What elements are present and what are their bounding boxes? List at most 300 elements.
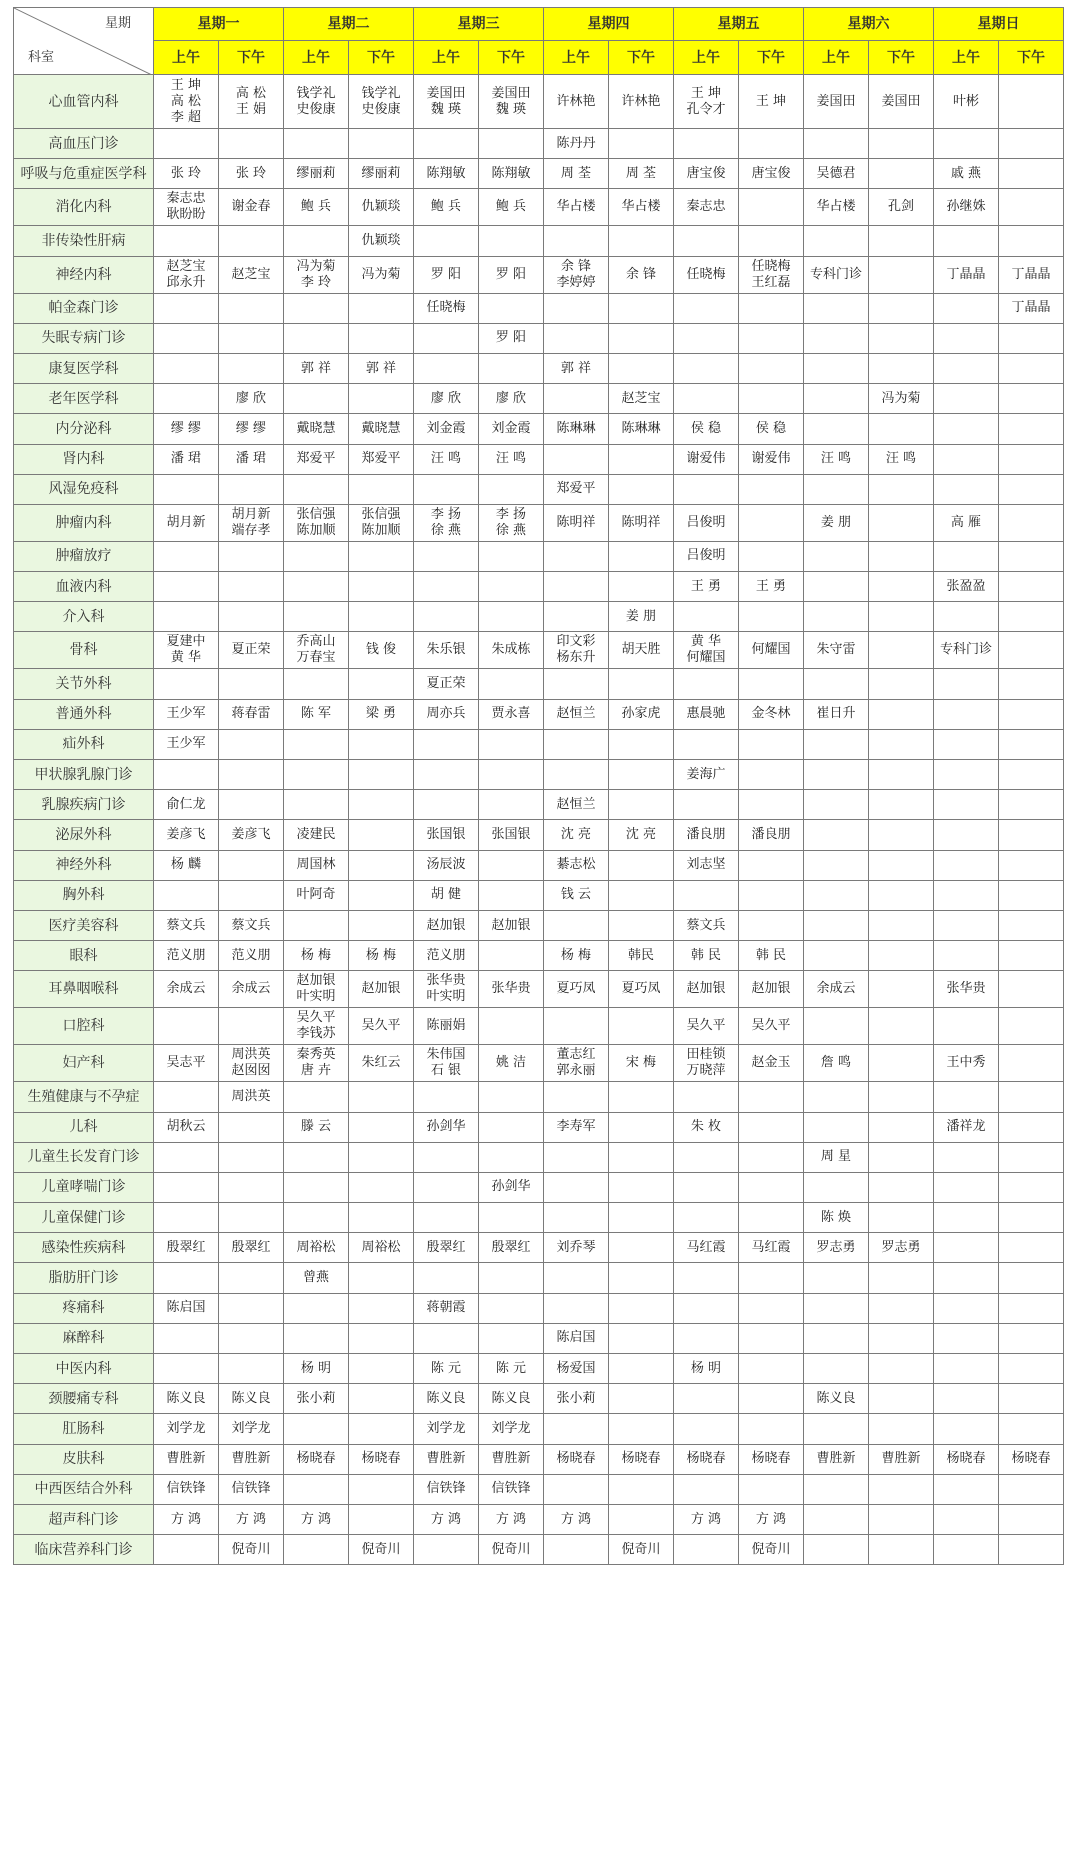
- day-header: 星期五: [674, 8, 804, 41]
- doctor-cell: 高 雁: [934, 504, 999, 541]
- doctor-cell: [414, 572, 479, 602]
- table-row: [14, 189, 1064, 226]
- doctor-cell: 倪奇川: [479, 1535, 544, 1565]
- table-row: [14, 474, 1064, 504]
- doctor-cell: [999, 1112, 1064, 1142]
- doctor-cell: [804, 1354, 869, 1384]
- doctor-cell: [349, 790, 414, 820]
- doctor-cell: 陈义良: [219, 1384, 284, 1414]
- doctor-cell: 吴志平: [154, 1045, 219, 1082]
- doctor-cell: [999, 941, 1064, 971]
- doctor-cell: 杨 明: [674, 1354, 739, 1384]
- doctor-cell: [544, 1474, 609, 1504]
- doctor-cell: [219, 474, 284, 504]
- doctor-cell: [219, 129, 284, 159]
- doctor-cell: [609, 1384, 674, 1414]
- doctor-cell: [934, 910, 999, 940]
- department-name: 临床营养科门诊: [14, 1535, 154, 1565]
- doctor-cell: 汤辰波: [414, 850, 479, 880]
- table-row: [14, 699, 1064, 729]
- doctor-cell: [219, 1112, 284, 1142]
- doctor-cell: [739, 129, 804, 159]
- doctor-cell: 丁晶晶: [934, 256, 999, 293]
- table-row: [14, 1504, 1064, 1534]
- doctor-cell: [479, 602, 544, 632]
- doctor-cell: [804, 129, 869, 159]
- doctor-cell: 沈 亮: [544, 820, 609, 850]
- doctor-cell: [674, 1414, 739, 1444]
- doctor-cell: [999, 504, 1064, 541]
- table-row: [14, 75, 1064, 129]
- doctor-cell: [414, 323, 479, 353]
- doctor-cell: [219, 1354, 284, 1384]
- table-row: [14, 632, 1064, 669]
- doctor-cell: 曹胜新: [804, 1444, 869, 1474]
- doctor-cell: [804, 1263, 869, 1293]
- day-header: 星期日: [934, 8, 1064, 41]
- doctor-cell: [869, 669, 934, 699]
- doctor-cell: [219, 1323, 284, 1353]
- doctor-cell: [349, 1474, 414, 1504]
- department-name: 生殖健康与不孕症: [14, 1082, 154, 1112]
- doctor-cell: [414, 1535, 479, 1565]
- doctor-cell: 潘 珺: [219, 444, 284, 474]
- doctor-cell: [739, 880, 804, 910]
- doctor-cell: [544, 910, 609, 940]
- doctor-cell: [869, 1474, 934, 1504]
- department-name: 儿童哮喘门诊: [14, 1172, 154, 1202]
- doctor-cell: 钱 云: [544, 880, 609, 910]
- doctor-cell: 余 锋: [609, 256, 674, 293]
- doctor-cell: [869, 1504, 934, 1534]
- table-row: [14, 1172, 1064, 1202]
- doctor-cell: [609, 1354, 674, 1384]
- doctor-cell: [479, 669, 544, 699]
- doctor-cell: 杨爱国: [544, 1354, 609, 1384]
- doctor-cell: 许林艳: [544, 75, 609, 129]
- doctor-cell: [804, 760, 869, 790]
- doctor-cell: 方 鸿: [739, 1504, 804, 1534]
- doctor-cell: 贾永喜: [479, 699, 544, 729]
- doctor-cell: [349, 669, 414, 699]
- doctor-cell: 田桂锁 万晓萍: [674, 1045, 739, 1082]
- department-name: 感染性疾病科: [14, 1233, 154, 1263]
- department-name: 颈腰痛专科: [14, 1384, 154, 1414]
- table-row: [14, 669, 1064, 699]
- doctor-cell: 凌建民: [284, 820, 349, 850]
- doctor-cell: 余 锋 李婷婷: [544, 256, 609, 293]
- doctor-cell: 任晓梅 王红磊: [739, 256, 804, 293]
- doctor-cell: [999, 1008, 1064, 1045]
- doctor-cell: 郑爱平: [284, 444, 349, 474]
- doctor-cell: [544, 1293, 609, 1323]
- doctor-cell: [869, 414, 934, 444]
- doctor-cell: [804, 474, 869, 504]
- table-row: [14, 1203, 1064, 1233]
- doctor-cell: [349, 474, 414, 504]
- doctor-cell: [349, 1203, 414, 1233]
- doctor-cell: 乔高山 万春宝: [284, 632, 349, 669]
- doctor-cell: 缪丽莉: [349, 159, 414, 189]
- table-row: [14, 760, 1064, 790]
- doctor-cell: 殷翠红: [479, 1233, 544, 1263]
- doctor-cell: [869, 572, 934, 602]
- doctor-cell: [154, 880, 219, 910]
- doctor-cell: [999, 1082, 1064, 1112]
- doctor-cell: 赵加银: [674, 971, 739, 1008]
- doctor-cell: 吴久平: [739, 1008, 804, 1045]
- doctor-cell: 信铁锋: [154, 1474, 219, 1504]
- doctor-cell: [999, 669, 1064, 699]
- doctor-cell: [804, 1082, 869, 1112]
- doctor-cell: [739, 1082, 804, 1112]
- corner-weekday-label: 星期: [104, 16, 131, 31]
- doctor-cell: [284, 226, 349, 256]
- doctor-cell: [219, 1008, 284, 1045]
- doctor-cell: [804, 602, 869, 632]
- doctor-cell: 汪 鸣: [479, 444, 544, 474]
- doctor-cell: 黄 华 何耀国: [674, 632, 739, 669]
- doctor-cell: 孙剑华: [479, 1172, 544, 1202]
- doctor-cell: 吴久平 李钱苏: [284, 1008, 349, 1045]
- doctor-cell: 杨 梅: [349, 941, 414, 971]
- doctor-cell: [739, 1354, 804, 1384]
- period-pm-header: 下午: [609, 41, 674, 75]
- doctor-cell: [154, 1142, 219, 1172]
- doctor-cell: [609, 850, 674, 880]
- department-name: 神经外科: [14, 850, 154, 880]
- doctor-cell: [934, 1082, 999, 1112]
- doctor-cell: [414, 760, 479, 790]
- table-row: [14, 572, 1064, 602]
- department-name: 医疗美容科: [14, 910, 154, 940]
- doctor-cell: [869, 850, 934, 880]
- doctor-cell: [609, 1474, 674, 1504]
- doctor-cell: 周 荃: [609, 159, 674, 189]
- doctor-cell: 刘金霞: [479, 414, 544, 444]
- doctor-cell: [934, 880, 999, 910]
- doctor-cell: [284, 384, 349, 414]
- doctor-cell: [869, 1142, 934, 1172]
- doctor-cell: 陈义良: [154, 1384, 219, 1414]
- doctor-cell: [544, 1008, 609, 1045]
- doctor-cell: [219, 729, 284, 759]
- doctor-cell: [869, 820, 934, 850]
- doctor-cell: 韩民: [609, 941, 674, 971]
- doctor-cell: 胡月新: [154, 504, 219, 541]
- doctor-cell: [349, 850, 414, 880]
- department-name: 神经内科: [14, 256, 154, 293]
- doctor-cell: [999, 1233, 1064, 1263]
- table-row: [14, 256, 1064, 293]
- table-row: [14, 1263, 1064, 1293]
- doctor-cell: [219, 353, 284, 383]
- doctor-cell: [934, 1354, 999, 1384]
- doctor-cell: [804, 1414, 869, 1444]
- doctor-cell: 郭 祥: [284, 353, 349, 383]
- doctor-cell: [999, 820, 1064, 850]
- doctor-cell: [219, 572, 284, 602]
- doctor-cell: [934, 1008, 999, 1045]
- doctor-cell: 汪 鸣: [869, 444, 934, 474]
- doctor-cell: [479, 541, 544, 571]
- doctor-cell: 谢爱伟: [674, 444, 739, 474]
- doctor-cell: 张小莉: [544, 1384, 609, 1414]
- doctor-cell: 张小莉: [284, 1384, 349, 1414]
- department-name: 肿瘤内科: [14, 504, 154, 541]
- doctor-cell: 余成云: [154, 971, 219, 1008]
- doctor-cell: [934, 1142, 999, 1172]
- doctor-cell: [414, 129, 479, 159]
- doctor-cell: 缪 缪: [154, 414, 219, 444]
- doctor-cell: [869, 1082, 934, 1112]
- doctor-cell: 刘志坚: [674, 850, 739, 880]
- doctor-cell: [544, 1263, 609, 1293]
- doctor-cell: 姜海广: [674, 760, 739, 790]
- doctor-cell: [609, 1293, 674, 1323]
- doctor-cell: 夏正荣: [219, 632, 284, 669]
- doctor-cell: 姜国田: [869, 75, 934, 129]
- doctor-cell: 杨晓春: [349, 1444, 414, 1474]
- table-row: [14, 910, 1064, 940]
- doctor-cell: [999, 75, 1064, 129]
- doctor-cell: [414, 1172, 479, 1202]
- doctor-cell: 丁晶晶: [999, 293, 1064, 323]
- doctor-cell: [804, 323, 869, 353]
- doctor-cell: [934, 790, 999, 820]
- doctor-cell: 吕俊明: [674, 541, 739, 571]
- table-row: [14, 1142, 1064, 1172]
- doctor-cell: 廖 欣: [414, 384, 479, 414]
- department-name: 眼科: [14, 941, 154, 971]
- doctor-cell: [609, 790, 674, 820]
- doctor-cell: 华占楼: [544, 189, 609, 226]
- doctor-cell: [544, 1414, 609, 1444]
- doctor-cell: [544, 384, 609, 414]
- department-name: 失眠专病门诊: [14, 323, 154, 353]
- table-row: [14, 790, 1064, 820]
- doctor-cell: 陈启国: [154, 1293, 219, 1323]
- department-name: 肾内科: [14, 444, 154, 474]
- doctor-cell: [739, 760, 804, 790]
- doctor-cell: [349, 572, 414, 602]
- doctor-cell: [869, 602, 934, 632]
- doctor-cell: [934, 541, 999, 571]
- doctor-cell: 杨晓春: [609, 1444, 674, 1474]
- doctor-cell: 秦秀英 唐 卉: [284, 1045, 349, 1082]
- doctor-cell: [934, 1384, 999, 1414]
- department-name: 内分泌科: [14, 414, 154, 444]
- doctor-cell: 殷翠红: [154, 1233, 219, 1263]
- doctor-cell: [674, 293, 739, 323]
- doctor-cell: [999, 474, 1064, 504]
- doctor-cell: [349, 1142, 414, 1172]
- doctor-cell: [739, 1172, 804, 1202]
- doctor-cell: 夏建中 黄 华: [154, 632, 219, 669]
- doctor-cell: 汪 鸣: [414, 444, 479, 474]
- department-name: 介入科: [14, 602, 154, 632]
- doctor-cell: [739, 474, 804, 504]
- table-row: [14, 1233, 1064, 1263]
- department-name: 脂肪肝门诊: [14, 1263, 154, 1293]
- department-name: 普通外科: [14, 699, 154, 729]
- corner-department-label: 科室: [28, 50, 55, 65]
- doctor-cell: [154, 1323, 219, 1353]
- doctor-cell: 陈 元: [479, 1354, 544, 1384]
- doctor-cell: [284, 1535, 349, 1565]
- doctor-cell: [544, 572, 609, 602]
- doctor-cell: 潘 珺: [154, 444, 219, 474]
- doctor-cell: 马红霞: [674, 1233, 739, 1263]
- department-name: 超声科门诊: [14, 1504, 154, 1534]
- doctor-cell: 朱乐银: [414, 632, 479, 669]
- doctor-cell: 张 玲: [219, 159, 284, 189]
- doctor-cell: 杨晓春: [674, 1444, 739, 1474]
- table-row: [14, 1354, 1064, 1384]
- doctor-cell: [999, 189, 1064, 226]
- doctor-cell: [869, 504, 934, 541]
- period-pm-header: 下午: [869, 41, 934, 75]
- doctor-cell: [869, 729, 934, 759]
- doctor-cell: [804, 941, 869, 971]
- doctor-cell: 张国银: [414, 820, 479, 850]
- doctor-cell: [674, 1474, 739, 1504]
- doctor-cell: 方 鸿: [219, 1504, 284, 1534]
- doctor-cell: 蒋春雷: [219, 699, 284, 729]
- doctor-cell: [609, 541, 674, 571]
- doctor-cell: [479, 1142, 544, 1172]
- table-row: [14, 941, 1064, 971]
- doctor-cell: 殷翠红: [414, 1233, 479, 1263]
- department-name: 甲状腺乳腺门诊: [14, 760, 154, 790]
- doctor-cell: 孙继姝: [934, 189, 999, 226]
- doctor-cell: [284, 129, 349, 159]
- doctor-cell: 夏巧凤: [609, 971, 674, 1008]
- doctor-cell: 王 坤 高 松 李 超: [154, 75, 219, 129]
- doctor-cell: [479, 293, 544, 323]
- corner-header: [14, 8, 154, 75]
- table-row: [14, 971, 1064, 1008]
- doctor-cell: [934, 1504, 999, 1534]
- doctor-cell: [674, 1082, 739, 1112]
- department-name: 口腔科: [14, 1008, 154, 1045]
- doctor-cell: [154, 353, 219, 383]
- doctor-cell: [609, 474, 674, 504]
- doctor-cell: [674, 474, 739, 504]
- doctor-cell: [154, 1535, 219, 1565]
- doctor-cell: 张华贵: [934, 971, 999, 1008]
- doctor-cell: [349, 1323, 414, 1353]
- doctor-cell: 曹胜新: [414, 1444, 479, 1474]
- period-am-header: 上午: [674, 41, 739, 75]
- doctor-cell: [479, 1263, 544, 1293]
- doctor-cell: 鲍 兵: [414, 189, 479, 226]
- doctor-cell: 廖 欣: [479, 384, 544, 414]
- doctor-cell: [999, 1323, 1064, 1353]
- doctor-cell: [479, 353, 544, 383]
- period-pm-header: 下午: [349, 41, 414, 75]
- doctor-cell: 叶阿奇: [284, 880, 349, 910]
- doctor-cell: 廖 欣: [219, 384, 284, 414]
- doctor-cell: 冯为菊: [349, 256, 414, 293]
- doctor-cell: [804, 414, 869, 444]
- doctor-cell: 惠晨驰: [674, 699, 739, 729]
- doctor-cell: [739, 1384, 804, 1414]
- doctor-cell: [739, 602, 804, 632]
- doctor-cell: 金冬林: [739, 699, 804, 729]
- doctor-cell: [284, 1323, 349, 1353]
- period-am-header: 上午: [154, 41, 219, 75]
- doctor-cell: 胡 健: [414, 880, 479, 910]
- doctor-cell: [804, 1172, 869, 1202]
- doctor-cell: [804, 226, 869, 256]
- department-name: 消化内科: [14, 189, 154, 226]
- doctor-cell: 鲍 兵: [284, 189, 349, 226]
- doctor-cell: [154, 293, 219, 323]
- doctor-cell: [934, 414, 999, 444]
- doctor-cell: [804, 1504, 869, 1534]
- doctor-cell: 杨 梅: [284, 941, 349, 971]
- doctor-cell: 赵加银: [479, 910, 544, 940]
- doctor-cell: [154, 226, 219, 256]
- doctor-cell: 赵加银 叶实明: [284, 971, 349, 1008]
- doctor-cell: [349, 1172, 414, 1202]
- doctor-cell: 陈 焕: [804, 1203, 869, 1233]
- table-row: [14, 1444, 1064, 1474]
- doctor-cell: [154, 1263, 219, 1293]
- doctor-cell: [999, 226, 1064, 256]
- doctor-cell: 方 鸿: [479, 1504, 544, 1534]
- table-row: [14, 159, 1064, 189]
- doctor-cell: [869, 323, 934, 353]
- doctor-cell: 王 坤: [739, 75, 804, 129]
- doctor-cell: 梁 勇: [349, 699, 414, 729]
- doctor-cell: [999, 572, 1064, 602]
- doctor-cell: [479, 1203, 544, 1233]
- table-row: [14, 1082, 1064, 1112]
- department-name: 血液内科: [14, 572, 154, 602]
- doctor-cell: 倪奇川: [609, 1535, 674, 1565]
- doctor-cell: [934, 1293, 999, 1323]
- doctor-cell: [219, 790, 284, 820]
- day-header: 星期一: [154, 8, 284, 41]
- doctor-cell: [869, 1293, 934, 1323]
- doctor-cell: [804, 293, 869, 323]
- doctor-cell: [999, 1045, 1064, 1082]
- doctor-cell: [869, 971, 934, 1008]
- doctor-cell: [544, 1535, 609, 1565]
- doctor-cell: [219, 1203, 284, 1233]
- doctor-cell: 朱红云: [349, 1045, 414, 1082]
- doctor-cell: [869, 1112, 934, 1142]
- doctor-cell: [609, 1112, 674, 1142]
- doctor-cell: 任晓梅: [674, 256, 739, 293]
- table-row: [14, 1293, 1064, 1323]
- doctor-cell: [544, 444, 609, 474]
- doctor-cell: 沈 亮: [609, 820, 674, 850]
- doctor-cell: 专科门诊: [934, 632, 999, 669]
- doctor-cell: 罗志勇: [869, 1233, 934, 1263]
- doctor-cell: [219, 669, 284, 699]
- doctor-cell: 缪 缪: [219, 414, 284, 444]
- doctor-cell: 姚 洁: [479, 1045, 544, 1082]
- doctor-cell: [999, 1535, 1064, 1565]
- doctor-cell: [739, 850, 804, 880]
- period-pm-header: 下午: [479, 41, 544, 75]
- doctor-cell: [934, 760, 999, 790]
- period-am-header: 上午: [414, 41, 479, 75]
- doctor-cell: 曹胜新: [869, 1444, 934, 1474]
